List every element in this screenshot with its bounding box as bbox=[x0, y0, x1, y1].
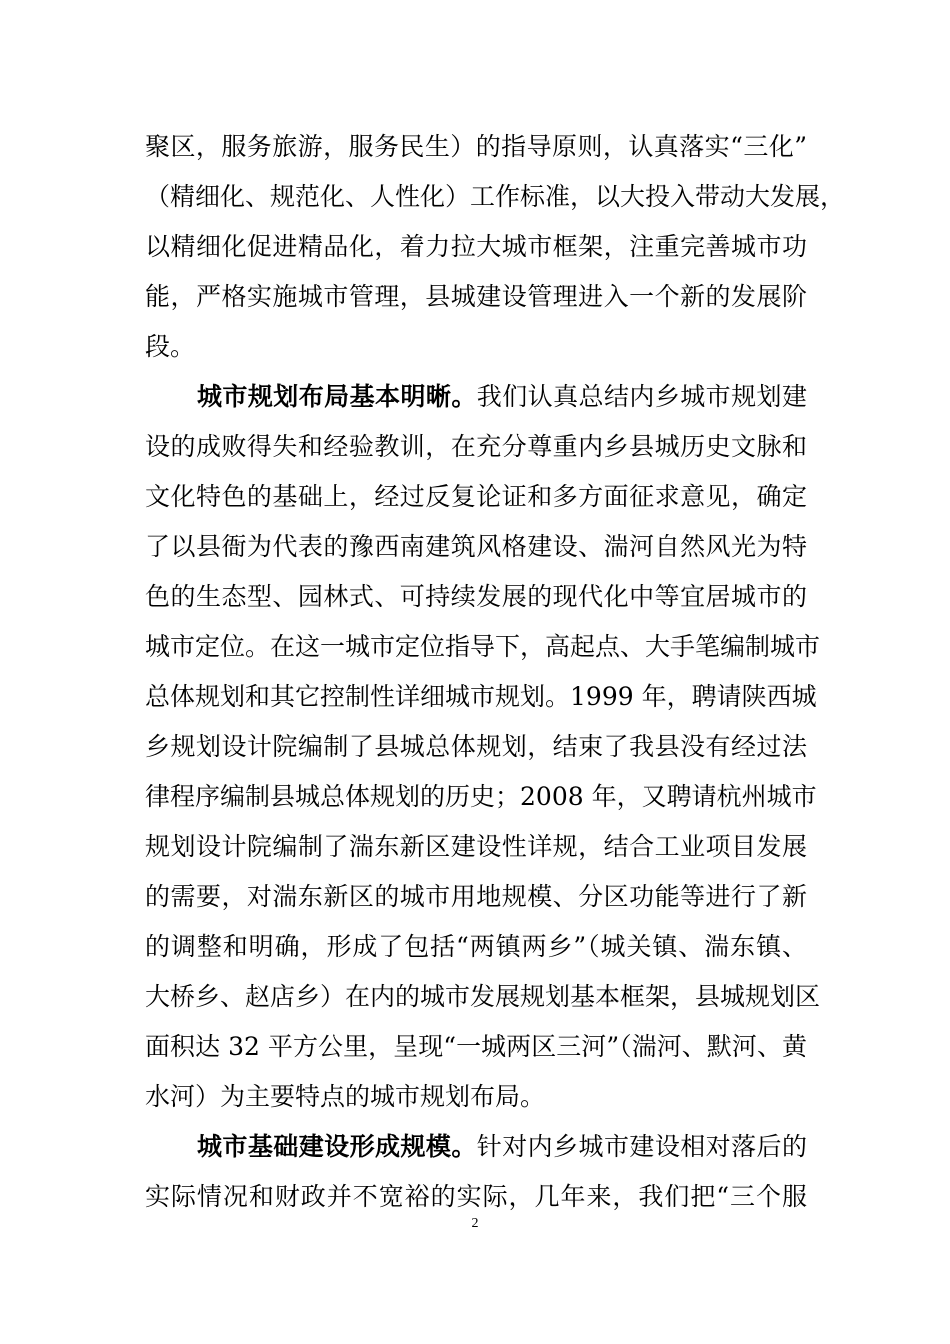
paragraph-line: 段。 bbox=[145, 332, 196, 361]
paragraph-line: 色的生态型、园林式、可持续发展的现代化中等宜居城市的 bbox=[145, 582, 807, 611]
paragraph-line: 规划设计院编制了湍东新区建设性详规，结合工业项目发展 bbox=[145, 832, 807, 861]
paragraph-line: 面积达 32 平方公里，呈现“一城两区三河”（湍河、默河、黄 bbox=[145, 1032, 807, 1061]
paragraph-line: 大桥乡、赵店乡）在内的城市发展规划基本框架，县城规划区 bbox=[145, 982, 821, 1011]
paragraph-line: 文化特色的基础上，经过反复论证和多方面征求意见，确定 bbox=[145, 482, 807, 511]
paragraph-line: 水河）为主要特点的城市规划布局。 bbox=[145, 1082, 546, 1111]
paragraph-3 bbox=[145, 1122, 807, 1222]
paragraph-line: 实际情况和财政并不宽裕的实际，几年来，我们把“三个服 bbox=[145, 1182, 807, 1211]
paragraph-line: （精细化、规范化、人性化）工作标准，以大投入带动大发展， bbox=[145, 182, 846, 211]
paragraph-1 bbox=[145, 122, 846, 372]
paragraph-heading: 城市基础建设形成规模。 bbox=[197, 1132, 477, 1161]
paragraph-text: 针对内乡城市建设相对落后的 bbox=[476, 1132, 807, 1161]
paragraph-line: 能，严格实施城市管理，县城建设管理进入一个新的发展阶 bbox=[145, 282, 807, 311]
paragraph-line: 的需要，对湍东新区的城市用地规模、分区功能等进行了新 bbox=[145, 882, 807, 911]
paragraph-line: 律程序编制县城总体规划的历史；2008 年，又聘请杭州城市 bbox=[145, 782, 817, 811]
paragraph-line: 乡规划设计院编制了县城总体规划，结束了我县没有经过法 bbox=[145, 732, 807, 761]
paragraph-line: 城市定位。在这一城市定位指导下，高起点、大手笔编制城市 bbox=[145, 632, 821, 661]
paragraph-text: 我们认真总结内乡城市规划建 bbox=[476, 382, 807, 411]
paragraph-2 bbox=[145, 372, 821, 1122]
paragraph-line: 总体规划和其它控制性详细城市规划。1999 年，聘请陕西城 bbox=[145, 682, 817, 711]
paragraph-line: 的调整和明确，形成了包括“两镇两乡”（城关镇、湍东镇、 bbox=[145, 932, 807, 961]
paragraph-heading: 城市规划布局基本明晰。 bbox=[197, 382, 477, 411]
paragraph-line: 以精细化促进精品化，着力拉大城市框架，注重完善城市功 bbox=[145, 232, 807, 261]
paragraph-first-line bbox=[145, 372, 807, 422]
page-number: 2 bbox=[471, 1216, 479, 1231]
paragraph-line: 了以县衙为代表的豫西南建筑风格建设、湍河自然风光为特 bbox=[145, 532, 807, 561]
paragraph-line: 设的成败得失和经验教训，在充分尊重内乡县城历史文脉和 bbox=[145, 432, 807, 461]
paragraph-line: 聚区，服务旅游，服务民生）的指导原则，认真落实“三化” bbox=[145, 132, 807, 161]
paragraph-first-line bbox=[145, 1122, 807, 1172]
document-body bbox=[145, 122, 846, 1222]
